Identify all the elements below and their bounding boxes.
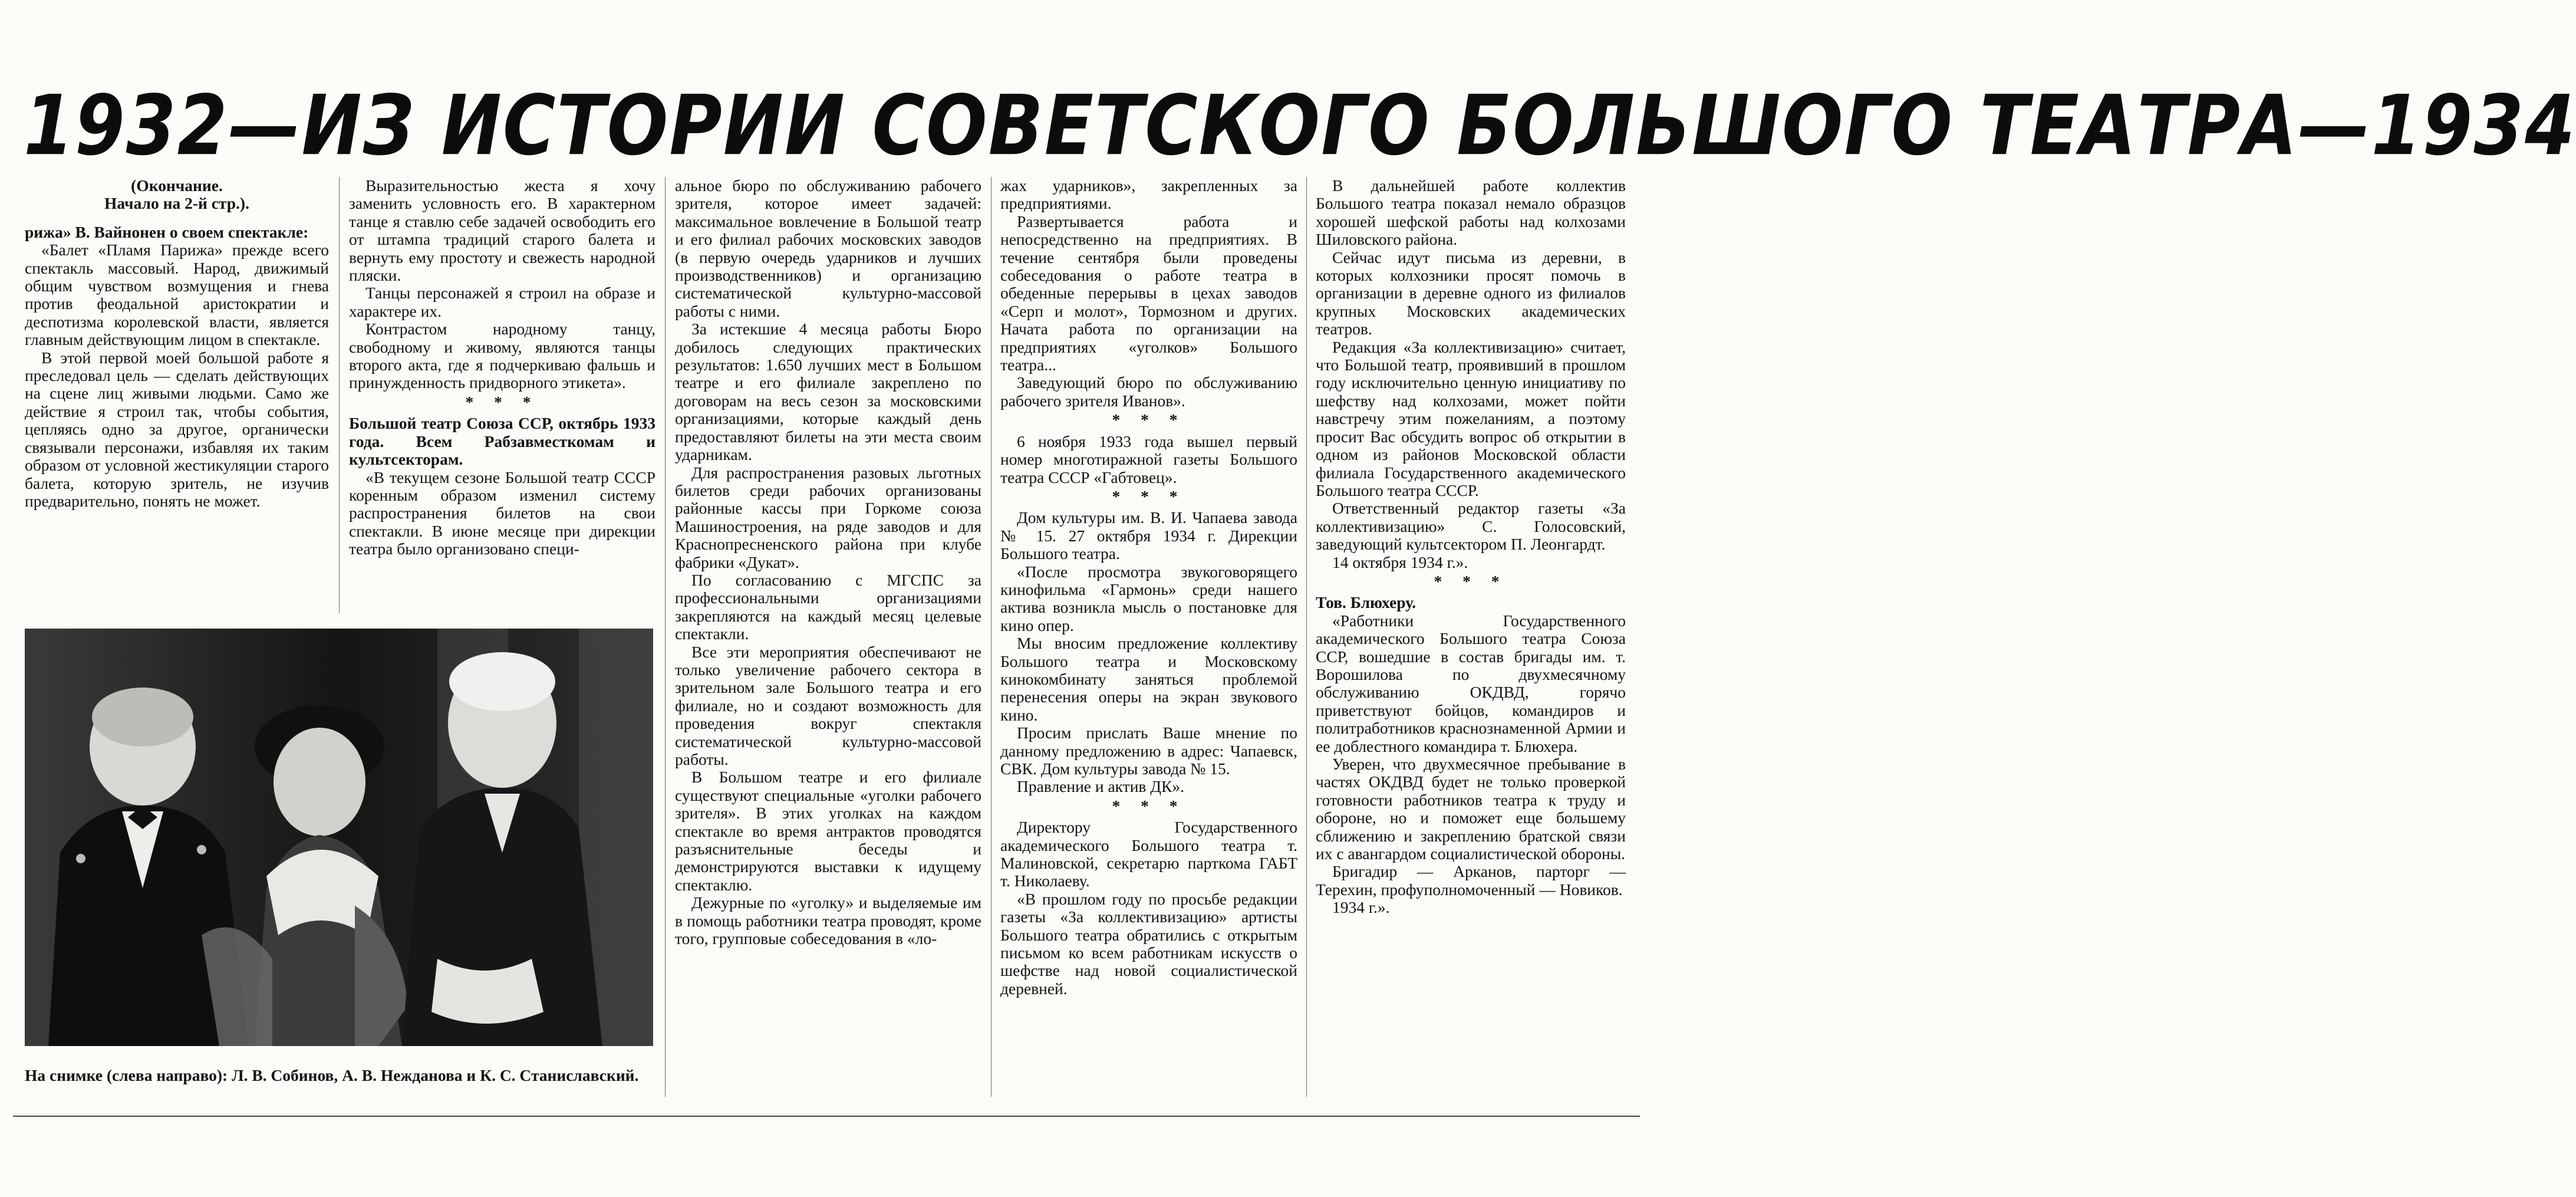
signature: Правление и актив ДК». <box>1017 777 1184 796</box>
paragraph: Мы вносим предложение коллективу Большого театра и Московскому кинокомбинату заняться проблемой перенесения оперы на экран звукового кино. <box>1000 634 1297 724</box>
paragraph: Дом культуры им. В. И. Чапаева завода № 15. 27 октября 1934 г. Дирекции Большого театра. <box>1000 508 1297 563</box>
paragraph: Контрастом народному танцу, свободному и живому, являются танцы второго акта, где я подчеркиваю фальшь и принужденность придворного этикета». <box>349 320 655 392</box>
paragraph: За истекшие 4 месяца работы Бюро добилось следующих практических результатов: 1.650 лучших мест в Большом театре и его филиале закреплено по договорам на весь сезон за московскими организациями, которые каждый день предоставляют билеты на эти места своим ударникам. <box>675 320 981 464</box>
photo-illustration <box>25 629 653 1046</box>
paragraph: Развертывается работа и непосредственно на предприятиях. В течение сентября были проведены собеседования о работе театра в обеденные перерывы в цехах заводов «Серп и молот», Тормозном и других. Начата работа по организации на предприятиях «уголков» Большого театра... <box>1000 212 1297 374</box>
signature: Бригадир — Арканов, парторг — Терехин, профуполномоченный — Новиков. <box>1316 862 1626 899</box>
paragraph: Редакция «За коллективизацию» считает, что Большой театр, проявивший в прошлом году исключительно ценную инициативу по шефству над колхозами, может пойти навстречу этим пожеланиям, а поэтому просит Вас обсудить вопрос об открытии в одном из районов Московской области филиала Государственного академического Большого театра СССР. <box>1316 337 1626 499</box>
paragraph: В Большом театре и его филиале существуют специальные «уголки рабочего зрителя». В этих уголках на каждом спектакле во время антрактов проводятся разъяснительные беседы и демонстрируются выставки к идущему спектаклю. <box>675 768 981 894</box>
paragraph: Выразительностью жеста я хочу заменить условность его. В характерном танце я ставлю себе задачей освободить его от штампа традиций старого балета и вернуть ему простоту и свежесть народной пляски. <box>349 176 655 285</box>
paragraph: «После просмотра звукоговорящего кинофильма «Гармонь» среди нашего актива возникла мысль о постановке для кино опер. <box>1000 562 1297 634</box>
section-divider: * * * <box>465 392 539 411</box>
continuation-note-2: Начало на 2-й стр.). <box>104 194 249 213</box>
column-4 <box>1000 177 1297 998</box>
section-divider: * * * <box>1112 796 1186 815</box>
column-rule <box>1306 177 1307 1097</box>
date-line: 14 октября 1934 г.». <box>1332 553 1468 571</box>
column-1 <box>25 177 329 510</box>
paragraph: жах ударников», закрепленных за предприятиями. <box>1000 176 1297 213</box>
date-line: 1934 г.». <box>1332 898 1390 917</box>
paragraph: Все эти мероприятия обеспечивают не только увеличение рабочего сектора в зрительном зале Большого театра и его филиале, но и создают возможность для проведения вокруг спектакля систематической культурно-массовой работы. <box>675 642 981 768</box>
paragraph: Заведующий бюро по обслуживанию рабочего зрителя Иванов». <box>1000 373 1297 410</box>
headline: 1932—ИЗ ИСТОРИИ СОВЕТСКОГО БОЛЬШОГО ТЕАТРА—1934 <box>24 77 2576 174</box>
paragraph: Уверен, что двухмесячное пребывание в частях ОКДВД будет не только проверкой готовности работников театра к труду и обороне, но и поможет еще большему сближению и закреплению братской связи их с авангардом социалистической обороны. <box>1316 755 1626 863</box>
paragraph: По согласованию с МГСПС за профессиональными организациями закрепляются на каждый месяц целевые спектакли. <box>675 570 981 643</box>
paragraph: Сейчас идут письма из деревни, в которых колхозники просят помочь в организации в деревне одного из филиалов крупных Московских академических театров. <box>1316 248 1626 338</box>
section-heading: Большой театр Союза ССР, октябрь 1933 года. Всем Рабзавместкомам и культсекторам. <box>349 414 655 469</box>
photo-caption: На снимке (слева направо): Л. В. Собинов, А. В. Нежданова и К. С. Станиславский. <box>25 1066 639 1084</box>
paragraph: Просим прислать Ваше мнение по данному предложению в адрес: Чапаевск, СВК. Дом культуры завода № 15. <box>1000 724 1297 778</box>
paragraph: «В прошлом году по просьбе редакции газеты «За коллективизацию» артисты Большого театра обратились с открытым письмом ко всем работникам искусств о шефстве над новой социалистической деревней. <box>1000 889 1297 998</box>
paragraph: Ответственный редактор газеты «За коллективизацию» С. Голосовский, заведующий культсектором П. Леонгардт. <box>1316 499 1626 554</box>
paragraph: Для распространения разовых льготных билетов среди рабочих организованы районные кассы при Горкоме союза Машиностроения, на ряде заводов и для Краснопресненского района при клубе фабрики «Дукат». <box>675 463 981 571</box>
continuation-note: (Окончание. <box>131 176 223 195</box>
section-divider: * * * <box>1434 571 1508 590</box>
paragraph: альное бюро по обслуживанию рабочего зрителя, которое имеет задачей: максимальное вовлечение в Большой театр и его филиал рабочих московских заводов (в первую очередь ударников и лучших производственников) и организацию систематической культурно-массовой работы с ними. <box>675 176 981 320</box>
section-heading: Тов. Блюхеру. <box>1316 593 1417 612</box>
paragraph: «В текущем сезоне Большой театр СССР коренным образом изменил систему распространения билетов на свои спектакли. В июне месяце при дирекции театра было организовано специ- <box>349 468 655 558</box>
paragraph: В этой первой моей большой работе я преследовал цель — сделать действующих на сцене лиц живыми людьми. Само же действие я строил так, чтобы события, цепляясь одно за другое, органически связывали персонажи, избавляя их таким образом от условной жестикуляции старого балета, которую зритель, не изучив предварительно, понять не может. <box>25 348 329 510</box>
paragraph: «Работники Государственного академического Большого театра Союза ССР, вошедшие в состав бригады им. т. Ворошилова по двухмесячному обслуживанию ОКДВД, горячо приветствуют бойцов, командиров и политработников краснознаменной Армии и ее доблестного командира т. Блюхера. <box>1316 611 1626 755</box>
paragraph: Дежурные по «уголку» и выделяемые им в помощь работники театра проводят, кроме того, групповые собеседования в «ло- <box>675 893 981 948</box>
bottom-rule <box>13 1116 1640 1117</box>
column-rule <box>339 177 340 613</box>
column-3 <box>675 177 981 948</box>
paragraph: Директору Государственного академического Большого театра т. Малиновской, секретарю парткома ГАБТ т. Николаеву. <box>1000 818 1297 890</box>
paragraph: 6 ноября 1933 года вышел первый номер многотиражной газеты Большого театра СССР «Габтовец». <box>1000 432 1297 486</box>
paragraph: В дальнейшей работе коллектив Большого театра показал немало образцов хорошей шефской работы над колхозами Шиловского района. <box>1316 176 1626 249</box>
section-divider: * * * <box>1112 410 1186 429</box>
paragraph: «Балет «Пламя Парижа» прежде всего спектакль массовый. Народ, движимый общим чувством возмущения и гнева против феодальной аристократии и деспотизма королевской власти, является главным действующим лицом в спектакле. <box>25 241 329 349</box>
column-2 <box>349 177 655 558</box>
section-divider: * * * <box>1112 486 1186 505</box>
lead-paragraph: рижа» В. Вайнонен о своем спектакле: <box>25 222 309 241</box>
column-rule <box>665 177 666 1097</box>
paragraph: Танцы персонажей я строил на образе и характере их. <box>349 284 655 320</box>
column-5 <box>1316 177 1626 917</box>
photograph <box>25 629 653 1046</box>
